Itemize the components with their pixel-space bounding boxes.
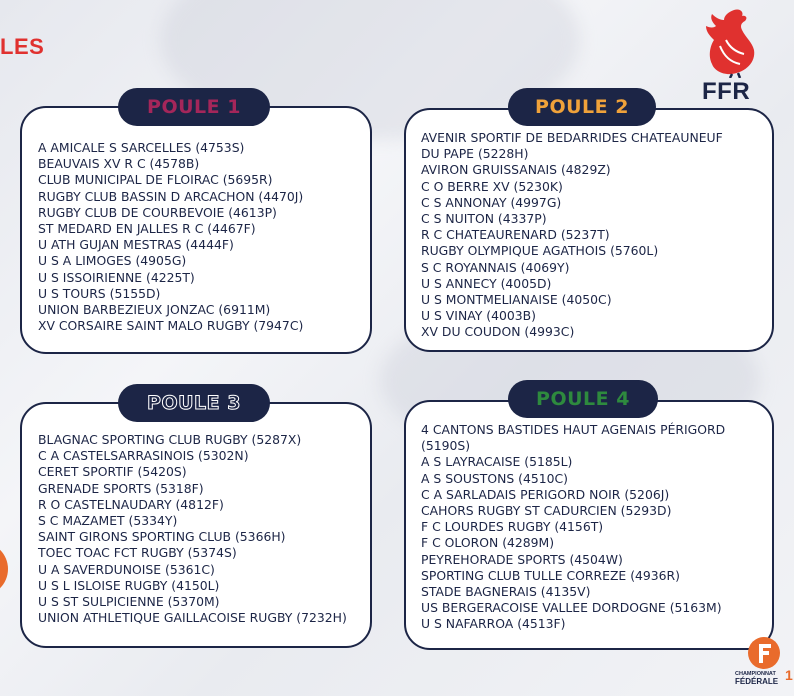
ffr-brand-text: FFR — [702, 78, 751, 105]
poule-2-title-text: POULE 2 — [535, 96, 629, 118]
team-item: UNION BARBEZIEUX JONZAC (6911M) — [38, 302, 271, 318]
orange-decoration — [0, 542, 8, 596]
team-item: U S VINAY (4003B) — [421, 308, 536, 324]
team-item: DU PAPE (5228H) — [421, 146, 529, 162]
team-item: C S NUITON (4337P) — [421, 211, 547, 227]
team-item: U S MONTMELIANAISE (4050C) — [421, 292, 612, 308]
team-item: STADE BAGNERAIS (4135V) — [421, 584, 591, 600]
ffr-rooster-logo-icon — [700, 6, 758, 78]
team-item: CAHORS RUGBY ST CADURCIEN (5293D) — [421, 503, 672, 519]
team-item: RUGBY CLUB BASSIN D ARCACHON (4470J) — [38, 188, 304, 204]
team-item: U S ANNECY (4005D) — [421, 275, 552, 291]
poule-4-team-list — [421, 422, 725, 633]
poule-1-title-text: POULE 1 — [147, 96, 241, 118]
team-item: SAINT GIRONS SPORTING CLUB (5366H) — [38, 529, 286, 545]
team-item: C A CASTELSARRASINOIS (5302N) — [38, 448, 249, 464]
team-item: U ATH GUJAN MESTRAS (4444F) — [38, 237, 234, 253]
team-item: CLUB MUNICIPAL DE FLOIRAC (5695R) — [38, 172, 273, 188]
team-item: SPORTING CLUB TULLE CORREZE (4936R) — [421, 567, 681, 583]
team-item: U S ISSOIRIENNE (4225T) — [38, 269, 195, 285]
team-item: GRENADE SPORTS (5318F) — [38, 480, 204, 496]
team-item: U S NAFARROA (4513F) — [421, 616, 566, 632]
team-item: TOEC TOAC FCT RUGBY (5374S) — [38, 545, 237, 561]
team-item: C O BERRE XV (5230K) — [421, 178, 563, 194]
team-item: S C ROYANNAIS (4069Y) — [421, 259, 570, 275]
team-item: C S ANNONAY (4997G) — [421, 194, 562, 210]
poule-4-title-text: POULE 4 — [536, 388, 630, 410]
team-item: AVENIR SPORTIF DE BEDARRIDES CHATEAUNEUF — [421, 130, 723, 145]
team-item: U S L ISLOISE RUGBY (4150L) — [38, 577, 220, 593]
team-item: U S TOURS (5155D) — [38, 285, 161, 301]
team-item: PEYREHORADE SPORTS (4504W) — [421, 551, 623, 567]
team-item: S C MAZAMET (5334Y) — [38, 513, 178, 529]
federale-f-logo-icon — [747, 636, 781, 670]
poule-1-title — [118, 88, 270, 126]
team-item: AVIRON GRUISSANAIS (4829Z) — [421, 162, 611, 178]
poule-3-title — [118, 384, 270, 422]
poule-3-team-list — [38, 432, 347, 626]
poule-3-title-text: POULE 3 — [147, 392, 241, 414]
team-item: BEAUVAIS XV R C (4578B) — [38, 156, 200, 172]
team-item: RUGBY CLUB DE COURBEVOIE (4613P) — [38, 204, 277, 220]
team-item: (5190S) — [421, 438, 471, 454]
team-item: F C OLORON (4289M) — [421, 535, 555, 551]
team-item: F C LOURDES RUGBY (4156T) — [421, 519, 604, 535]
federale-label: FÉDÉRALE — [735, 677, 779, 686]
team-item: XV DU COUDON (4993C) — [421, 324, 575, 340]
poule-2-title — [508, 88, 656, 126]
team-item: CERET SPORTIF (5420S) — [38, 464, 187, 480]
championnat-label: CHAMPIONNAT — [735, 671, 776, 677]
team-item: R O CASTELNAUDARY (4812F) — [38, 496, 224, 512]
team-item: A S SOUSTONS (4510C) — [421, 470, 569, 486]
team-item: A AMICALE S SARCELLES (4753S) — [38, 140, 245, 155]
team-item: BLAGNAC SPORTING CLUB RUGBY (5287X) — [38, 432, 302, 447]
poule-2-team-list — [421, 130, 723, 341]
team-item: UNION ATHLETIQUE GAILLACOISE RUGBY (7232H) — [38, 610, 347, 626]
team-item: XV CORSAIRE SAINT MALO RUGBY (7947C) — [38, 318, 304, 334]
team-item: US BERGERACOISE VALLEE DORDOGNE (5163M) — [421, 600, 722, 616]
federale-number: 1 — [785, 667, 793, 683]
team-item: 4 CANTONS BASTIDES HAUT AGENAIS PÉRIGORD — [421, 422, 726, 437]
championnat-federale-logo — [735, 667, 793, 686]
team-item: U S A LIMOGES (4905G) — [38, 253, 187, 269]
team-item: R C CHATEAURENARD (5237T) — [421, 227, 610, 243]
team-item: A S LAYRACAISE (5185L) — [421, 454, 573, 470]
poule-1-team-list — [38, 140, 303, 334]
team-item: U S ST SULPICIENNE (5370M) — [38, 594, 220, 610]
poule-4-title — [508, 380, 658, 418]
team-item: ST MEDARD EN JALLES R C (4467F) — [38, 221, 256, 237]
team-item: C A SARLADAIS PERIGORD NOIR (5206J) — [421, 486, 670, 502]
team-item: U A SAVERDUNOISE (5361C) — [38, 561, 215, 577]
team-item: RUGBY OLYMPIQUE AGATHOIS (5760L) — [421, 243, 659, 259]
page-title-fragment: LES — [0, 34, 45, 59]
